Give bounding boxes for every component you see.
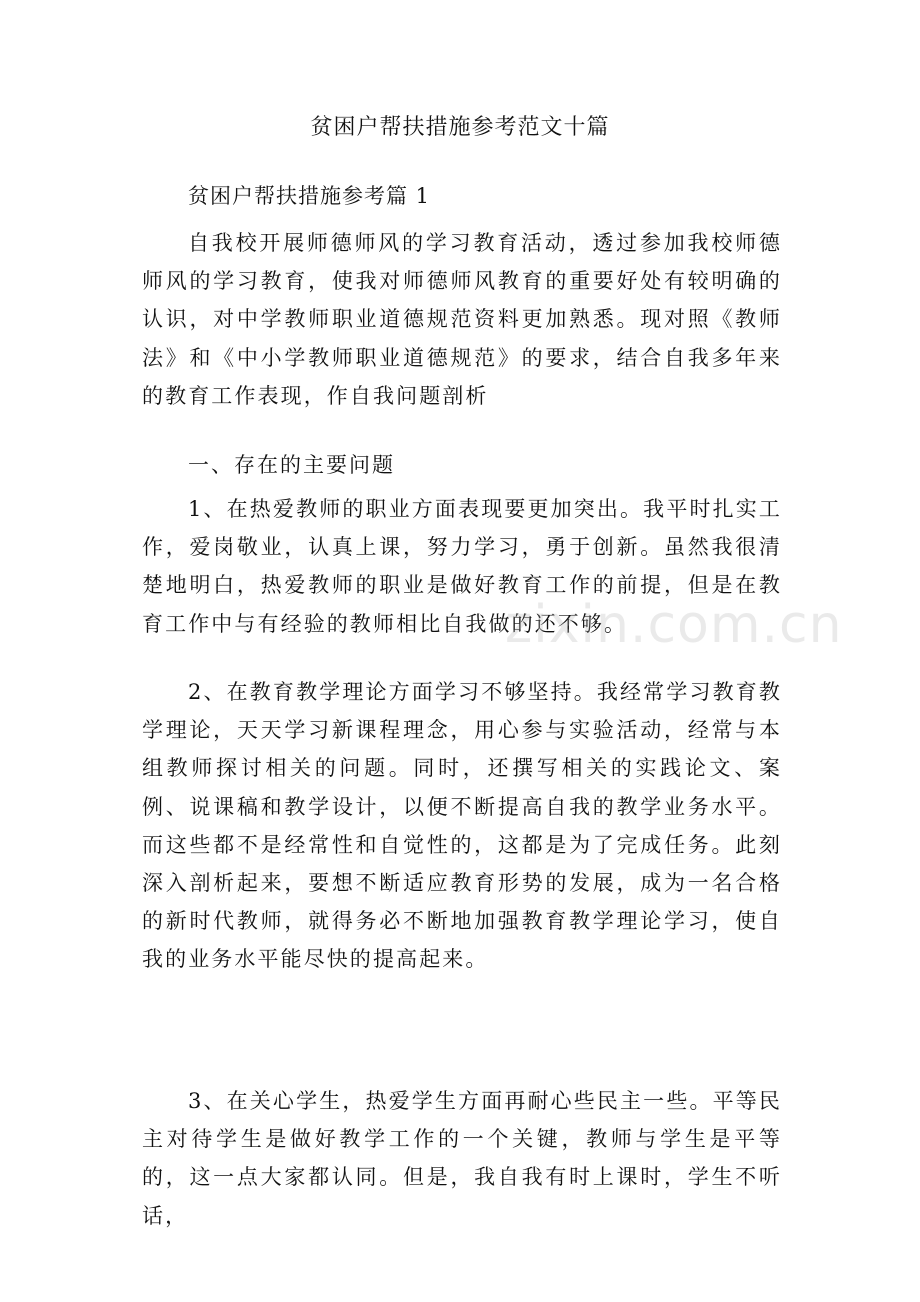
section-heading: 贫困户帮扶措施参考篇 1 (188, 184, 431, 208)
document-title: 贫困户帮扶措施参考范文十篇 (310, 115, 610, 140)
paragraph-problem-1: 1、在热爱教师的职业方面表现要更加突出。我平时扎实工作，爱岗敬业，认真上课，努力学习，勇于创新。虽然我很清楚地明白，热爱教师的职业是做好教育工作的前提，但是在教育工作中与有经验的教师相比自我做的还不够。 (142, 497, 782, 636)
paragraph-problem-2: 2、在教育教学理论方面学习不够坚持。我经常学习教育教学理论，天天学习新课程理念，用心参与实验活动，经常与本组教师探讨相关的问题。同时，还撰写相关的实践论文、案例、说课稿和教学设计，以便不断提高自我的教学业务水平。而这些都不是经常性和自觉性的，这都是为了完成任务。此刻深入剖析起来，要想不断适应教育形势的发展，成为一名合格的新时代教师，就得务必不断地加强教育教学理论学习，使自我的业务水平能尽快的提高起来。 (142, 680, 782, 972)
paragraph-intro: 自我校开展师德师风的学习教育活动，透过参加我校师德师风的学习教育，使我对师德师风教育的重要好处有较明确的认识，对中学教师职业道德规范资料更加熟悉。现对照《教师法》和《中小学教师职业道德规范》的要求，结合自我多年来的教育工作表现，作自我问题剖析 (142, 231, 782, 408)
subheading-main-problems: 一、存在的主要问题 (188, 453, 395, 477)
watermark: zixin.com.cn (505, 595, 843, 655)
paragraph-problem-3: 3、在关心学生，热爱学生方面再耐心些民主一些。平等民主对待学生是做好教学工作的一个关键，教师与学生是平等的，这一点大家都认同。但是，我自我有时上课时，学生不听话， (142, 1089, 782, 1228)
